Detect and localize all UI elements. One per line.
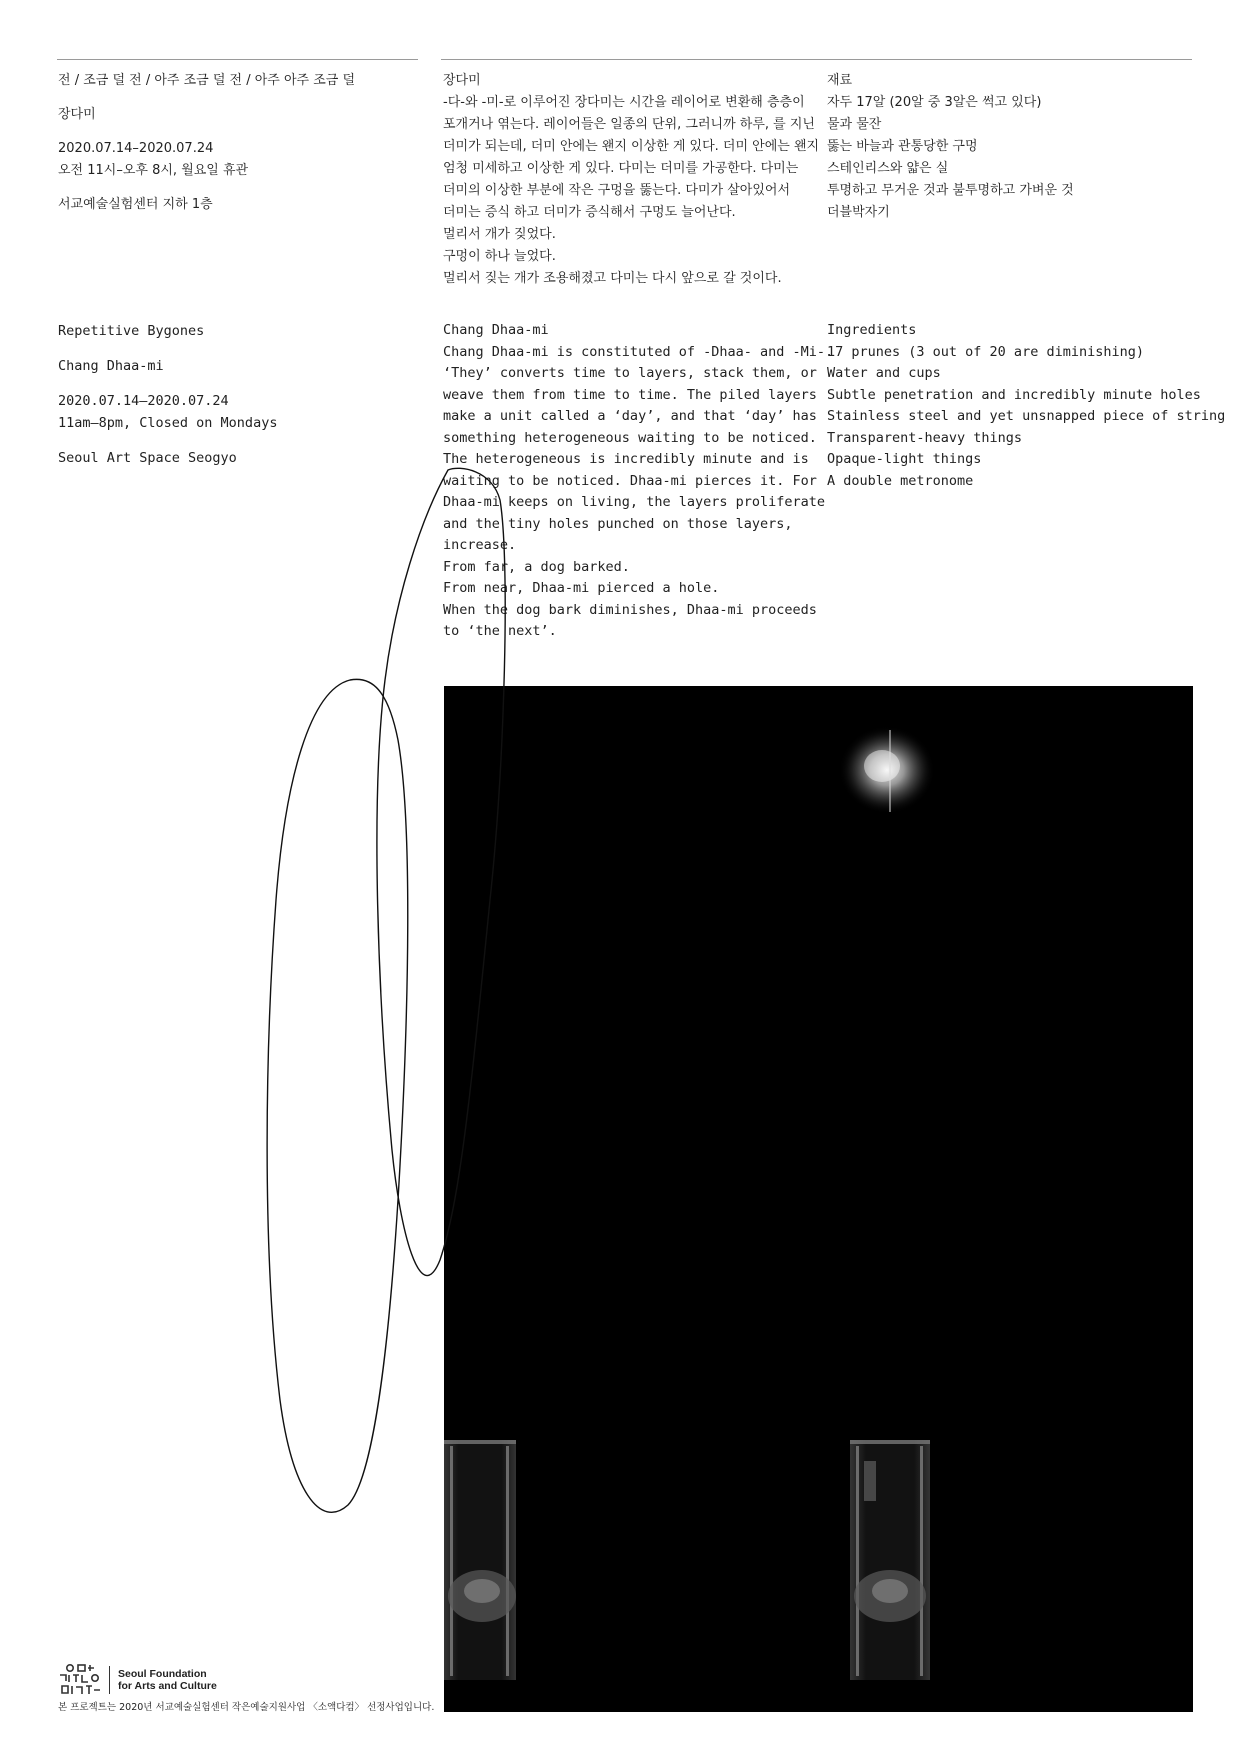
ingredient-item: 뚫는 바늘과 관통당한 구멍: [827, 139, 978, 154]
description-line: 구멍이 하나 늘었다.: [443, 249, 556, 264]
description-line: 엄청 미세하고 이상한 게 있다. 다미는 더미를 가공한다. 다미는: [443, 161, 799, 176]
venue-ko: 서교예술실험센터 지하 1층: [58, 197, 213, 212]
water-glass-right: [850, 1440, 930, 1680]
ingredient-item: 스테인리스와 얇은 실: [827, 161, 949, 176]
venue-en: Seoul Art Space Seogyo: [58, 450, 237, 466]
description-line: 멀리서 짖는 개가 조용해졌고 다미는 다시 앞으로 갈 것이다.: [443, 271, 782, 286]
description-line: 더미가 되는데, 더미 안에는 왠지 이상한 게 있다. 더미 안에는 왠지: [443, 139, 820, 154]
english-ingredients-column: [827, 320, 1226, 492]
description-line: something heterogeneous waiting to be noticed.: [443, 429, 817, 446]
description-line: Chang Dhaa-mi is constituted of -Dhaa- and -Mi-.: [443, 343, 834, 360]
description-line: Dhaa-mi keeps on living, the layers proliferate: [443, 494, 826, 510]
description-line: When the dog bark diminishes, Dhaa-mi proceeds: [443, 601, 817, 618]
ingredient-item: 자두 17알 (20알 중 3알은 썩고 있다): [827, 95, 1042, 110]
description-line: 멀리서 개가 짖었다.: [443, 227, 556, 242]
ingredient-item: Opaque-light things: [827, 451, 982, 467]
ingredient-item: Stainless steel and yet unsnapped piece of string: [827, 408, 1226, 424]
description-line: and the tiny holes punched on those layers,: [443, 515, 793, 532]
lower-string-loop: [267, 679, 408, 1512]
description-heading-en: Chang Dhaa-mi: [443, 322, 549, 338]
ingredient-item: 17 prunes (3 out of 20 are diminishing): [827, 343, 1144, 360]
description-line: The heterogeneous is incredibly minute and is: [443, 451, 809, 467]
photo-scene: [444, 686, 1193, 1712]
logo-text-line-2: for Arts and Culture: [118, 1680, 217, 1692]
ingredient-item: A double metronome: [827, 472, 974, 489]
glowing-prune: [839, 726, 935, 814]
top-rule-right: [441, 59, 1192, 60]
ingredients-heading-en: Ingredients: [827, 322, 917, 338]
logo-text-line-1: Seoul Foundation: [118, 1668, 207, 1680]
description-line: 더미는 증식 하고 더미가 증식해서 구멍도 늘어난다.: [443, 205, 736, 220]
description-line: ‘They’ converts time to layers, stack them, or: [443, 365, 817, 381]
exhibition-title-ko: 전 / 조금 덜 전 / 아주 조금 덜 전 / 아주 아주 조금 덜: [58, 73, 356, 88]
korean-info-column: [58, 70, 428, 216]
funding-credit: 본 프로젝트는 2020년 서교예술실험센터 작은예술지원사업 〈소액다컴〉 선정사업입니다.: [58, 1702, 435, 1713]
ingredient-item: Water and cups: [827, 365, 941, 381]
description-line: From far, a dog barked.: [443, 558, 630, 575]
description-line: increase.: [443, 537, 517, 553]
ingredient-item: Subtle penetration and incredibly minute holes: [827, 386, 1201, 403]
description-line: make a unit called a ‘day’, and that ‘day’ has: [443, 408, 817, 424]
description-line: -다-와 -미-로 이루어진 장다미는 시간을 레이어로 변환해 층층이: [443, 95, 805, 110]
korean-description-column: [443, 70, 820, 290]
exhibition-dates-ko: 2020.07.14–2020.07.24: [58, 141, 214, 156]
artist-name-ko: 장다미: [58, 107, 96, 122]
korean-ingredients-column: [827, 70, 1187, 224]
opening-hours-ko: 오전 11시–오후 8시, 월요일 휴관: [58, 163, 249, 178]
artist-name-en: Chang Dhaa-mi: [58, 358, 164, 374]
description-line: From near, Dhaa-mi pierced a hole.: [443, 580, 720, 596]
ingredient-item: 더블박자기: [827, 205, 890, 220]
description-line: waiting to be noticed. Dhaa-mi pierces it. For: [443, 472, 817, 489]
exhibition-dates-en: 2020.07.14–2020.07.24: [58, 393, 229, 409]
ingredient-item: 물과 물잔: [827, 117, 882, 132]
exhibition-title-en: Repetitive Bygones: [58, 323, 205, 339]
logo-divider: [109, 1666, 110, 1694]
description-line: weave them from time to time. The piled layers: [443, 386, 817, 403]
top-rule-left: [57, 59, 418, 60]
description-line: 더미의 이상한 부분에 작은 구멍을 뚫는다. 다미가 살아있어서: [443, 183, 791, 198]
opening-hours-en: 11am–8pm, Closed on Mondays: [58, 415, 278, 431]
english-info-column: [58, 320, 428, 469]
ingredient-item: Transparent-heavy things: [827, 429, 1023, 446]
english-description-column: [443, 320, 834, 643]
ingredient-item: 투명하고 무거운 것과 불투명하고 가벼운 것: [827, 183, 1074, 198]
description-line: 포개거나 엮는다. 레이어들은 일종의 단위, 그러니까 하루, 를 지닌: [443, 117, 815, 132]
foundation-mark-icon: [58, 1663, 104, 1697]
seoul-foundation-logo: [58, 1663, 218, 1697]
installation-photo: [444, 686, 1193, 1712]
logo-wordmark: [118, 1668, 217, 1692]
description-line: to ‘the next’.: [443, 623, 557, 639]
water-glass-left: [444, 1440, 516, 1680]
description-heading-ko: 장다미: [443, 73, 481, 88]
ingredients-heading-ko: 재료: [827, 73, 853, 88]
